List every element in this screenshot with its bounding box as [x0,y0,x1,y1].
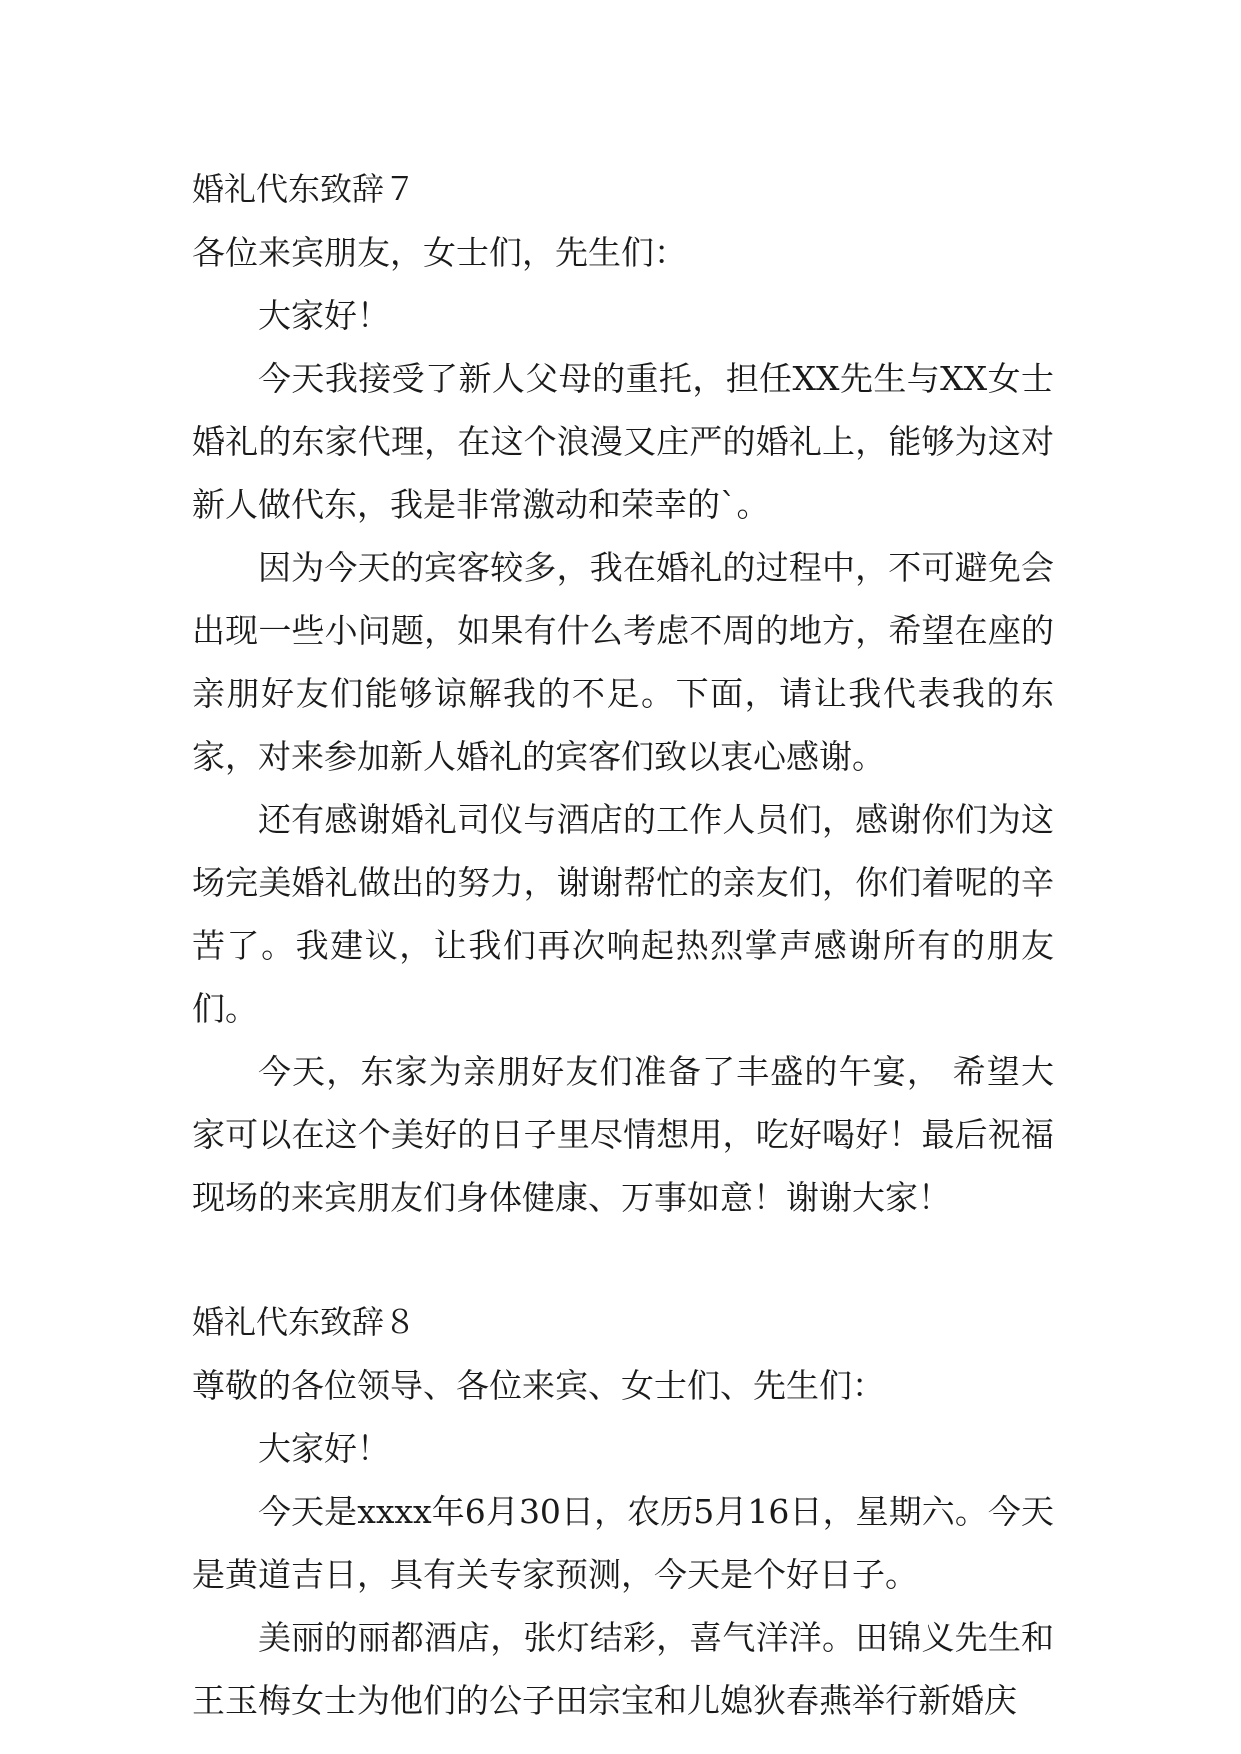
paragraph: 今天我接受了新人父母的重托，担任XX先生与XX女士婚礼的东家代理，在这个浪漫又庄严的婚礼上，能够为这对新人做代东，我是非常激动和荣幸的`。 [192,359,1054,524]
paragraph: 因为今天的宾客较多，我在婚礼的过程中，不可避免会出现一些小问题，如果有什么考虑不周的地方，希望在座的亲朋好友们能够谅解我的不足。下面，请让我代表我的东家，对来参加新人婚礼的宾客们致以衷心感谢。 [192,548,1054,776]
salutation-7: 各位来宾朋友，女士们，先生们： [192,233,687,272]
salutation-8: 尊敬的各位领导、各位来宾、女士们、先生们： [192,1366,885,1405]
document-body [192,158,1054,1732]
paragraph: 今天是xxxx年6月30日，农历5月16日，星期六。今天是黄道吉日，具有关专家预测，今天是个好日子。 [192,1492,1054,1594]
paragraph: 大家好！ [258,1429,390,1468]
section-title-8: 婚礼代东致辞８ [192,1303,417,1341]
section-spacer [192,1229,1054,1291]
paragraph: 还有感谢婚礼司仪与酒店的工作人员们，感谢你们为这场完美婚礼做出的努力，谢谢帮忙的亲友们，你们着呢的辛苦了。我建议，让我们再次响起热烈掌声感谢所有的朋友们。 [192,800,1054,1028]
paragraph: 今天，东家为亲朋好友们准备了丰盛的午宴， 希望大家可以在这个美好的日子里尽情想用，吃好喝好！最后祝福现场的来宾朋友们身体健康、万事如意！谢谢大家！ [192,1052,1054,1217]
paragraph: 美丽的丽都酒店，张灯结彩，喜气洋洋。田锦义先生和王玉梅女士为他们的公子田宗宝和儿媳狄春燕举行新婚庆 [192,1618,1054,1720]
paragraph: 大家好！ [258,296,390,335]
section-title-7: 婚礼代东致辞７ [192,170,417,208]
